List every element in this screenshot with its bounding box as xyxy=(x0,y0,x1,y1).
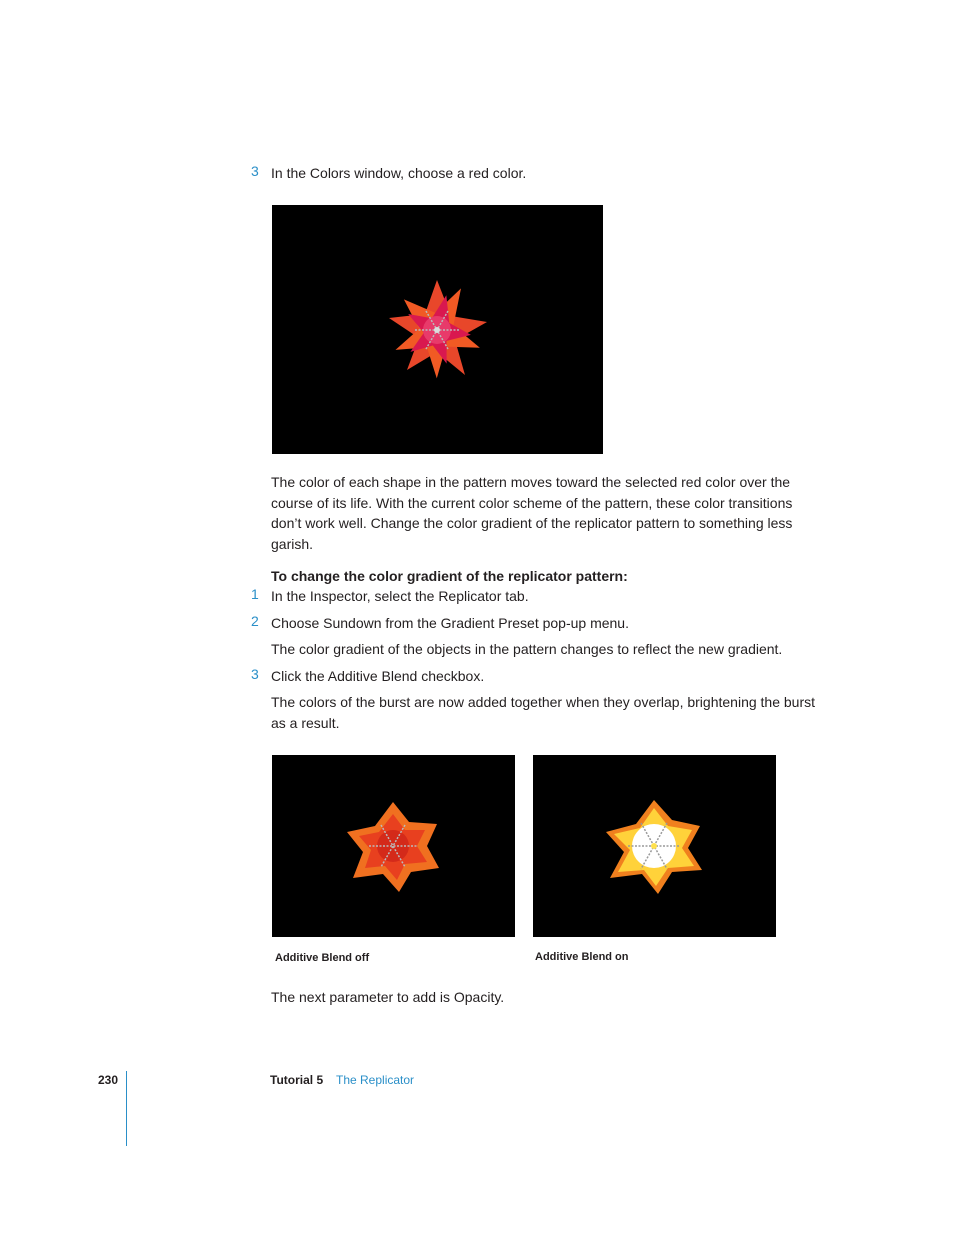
step-number: 1 xyxy=(251,586,259,602)
additive-blend-off-image xyxy=(272,755,515,937)
step-number: 3 xyxy=(251,163,259,179)
step-text: Choose Sundown from the Gradient Preset pop-up menu. xyxy=(271,615,629,631)
step-note: The colors of the burst are now added together when they overlap, brightening the burst as a result. xyxy=(271,694,816,731)
step-text: In the Colors window, choose a red color. xyxy=(271,165,527,181)
footer-chapter: Tutorial 5 xyxy=(270,1073,324,1087)
step-text: Click the Additive Blend checkbox. xyxy=(271,668,485,684)
caption-right: Additive Blend on xyxy=(535,951,629,963)
footer-chapter-title[interactable]: The Replicator xyxy=(336,1073,415,1087)
page-number: 230 xyxy=(98,1073,119,1087)
step-number: 3 xyxy=(251,666,259,682)
caption-left: Additive Blend off xyxy=(275,952,370,964)
additive-blend-on-image xyxy=(533,755,776,937)
footer-rule xyxy=(126,1071,127,1146)
step-text: In the Inspector, select the Replicator tab. xyxy=(271,588,529,604)
step-note: The color gradient of the objects in the pattern changes to reflect the new gradient. xyxy=(271,641,783,657)
step-number: 2 xyxy=(251,613,259,629)
red-burst-image xyxy=(272,205,603,454)
closing-paragraph: The next parameter to add is Opacity. xyxy=(271,989,505,1005)
description-paragraph: The color of each shape in the pattern moves toward the selected red color over the course of its life. With the current color scheme of the pattern, these color transitions don’t work well. Change the color gradient of the replicator pattern to something less garish. xyxy=(271,474,793,552)
task-heading: To change the color gradient of the replicator pattern: xyxy=(271,568,628,584)
